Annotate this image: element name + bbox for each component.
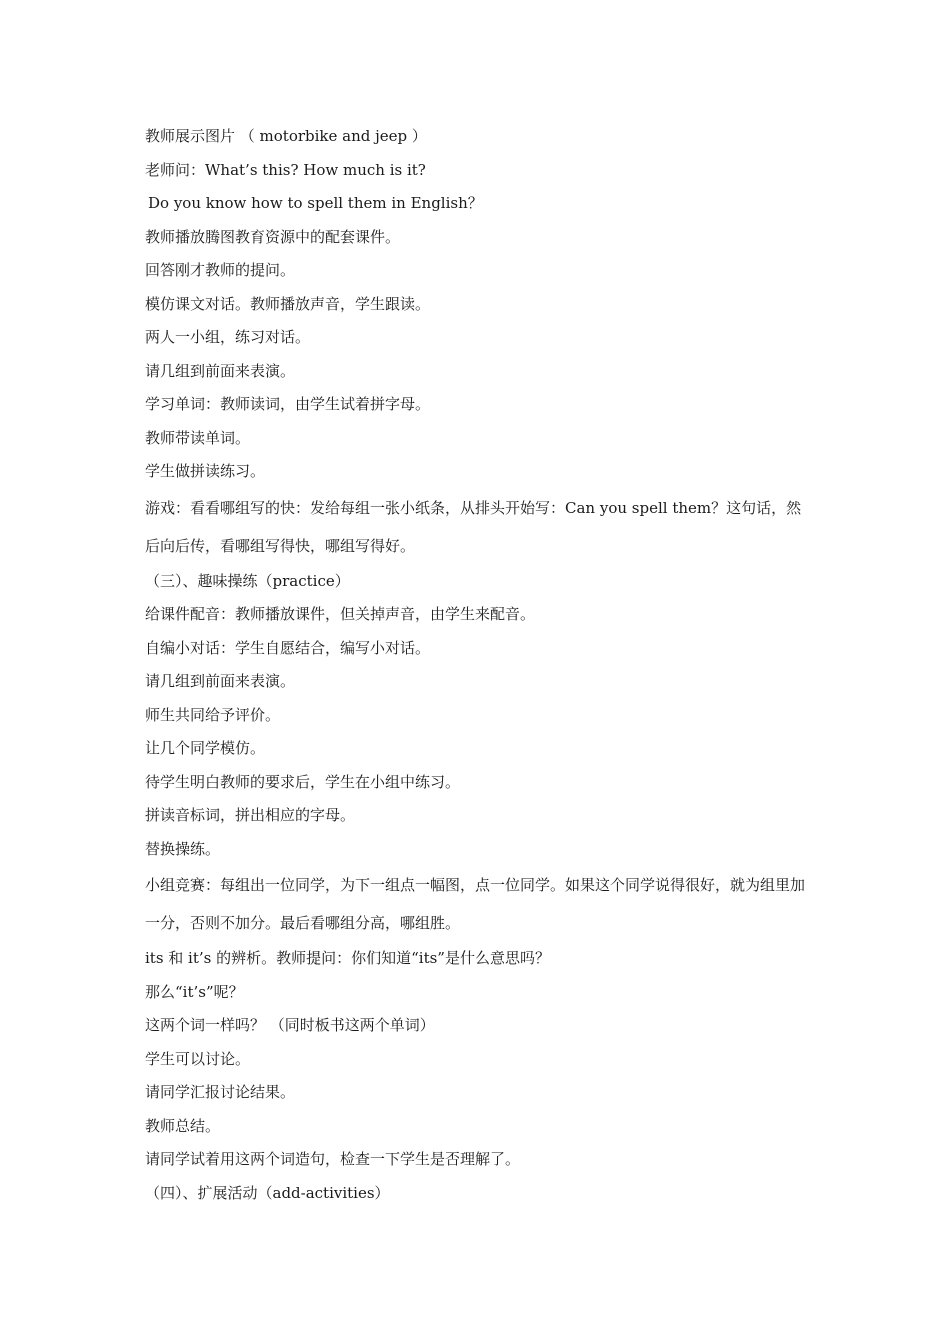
section-heading: （四）、扩展活动（add-activities） — [145, 1183, 390, 1202]
text-line: 学生做拼读练习。 — [145, 462, 266, 480]
text-line: 两人一小组，练习对话。 — [145, 328, 311, 346]
text-line: 这两个词一样吗？ （同时板书这两个单词） — [145, 1016, 435, 1034]
text-line: 教师展示图片 （ motorbike and jeep ） — [145, 127, 427, 145]
text-line: 自编小对话：学生自愿结合，编写小对话。 — [145, 638, 431, 657]
text-line: 教师带读单词。 — [145, 428, 251, 447]
text-line: 请几组到前面来表演。 — [145, 361, 296, 380]
text-line: 模仿课文对话。教师播放声音，学生跟读。 — [145, 294, 431, 313]
text-paragraph: 小组竞赛：每组出一位同学，为下一组点一幅图，点一位同学。如果这个同学说得很好，就为组里加一分，否则不加分。最后看哪组分高，哪组胜。 — [145, 876, 806, 932]
text-line: 待学生明白教师的要求后，学生在小组中练习。 — [145, 772, 461, 791]
text-line: 让几个同学模仿。 — [145, 739, 266, 757]
text-line: 学生可以讨论。 — [145, 1049, 251, 1068]
text-line: 拼读音标词，拼出相应的字母。 — [145, 806, 356, 824]
text-line: 给课件配音：教师播放课件，但关掉声音，由学生来配音。 — [145, 605, 536, 623]
document-body — [145, 120, 815, 1210]
text-line: 请同学汇报讨论结果。 — [145, 1083, 296, 1101]
text-line: 请几组到前面来表演。 — [145, 672, 296, 690]
section-heading: （三）、趣味操练（practice） — [145, 571, 350, 590]
text-line: 师生共同给予评价。 — [145, 705, 281, 724]
text-line: 教师播放腾图教育资源中的配套课件。 — [145, 227, 401, 246]
text-line: 替换操练。 — [145, 839, 221, 858]
text-line: 请同学试着用这两个词造句，检查一下学生是否理解了。 — [145, 1150, 521, 1168]
text-line: 教师总结。 — [145, 1116, 221, 1135]
text-line: its 和 it’s 的辨析。教师提问：你们知道“its”是什么意思吗？ — [145, 949, 550, 967]
text-paragraph: 游戏：看看哪组写的快：发给每组一张小纸条，从排头开始写：Can you spell them？这句话，然后向后传，看哪组写得快，哪组写得好。 — [145, 498, 802, 555]
text-line: 那么“it’s”呢？ — [145, 982, 244, 1001]
text-line: 回答刚才教师的提问。 — [145, 261, 296, 279]
text-line: 老师问：What’s this? How much is it? — [145, 160, 426, 179]
text-line: 学习单词：教师读词，由学生试着拼字母。 — [145, 395, 431, 413]
text-line: Do you know how to spell them in English？ — [148, 194, 483, 212]
